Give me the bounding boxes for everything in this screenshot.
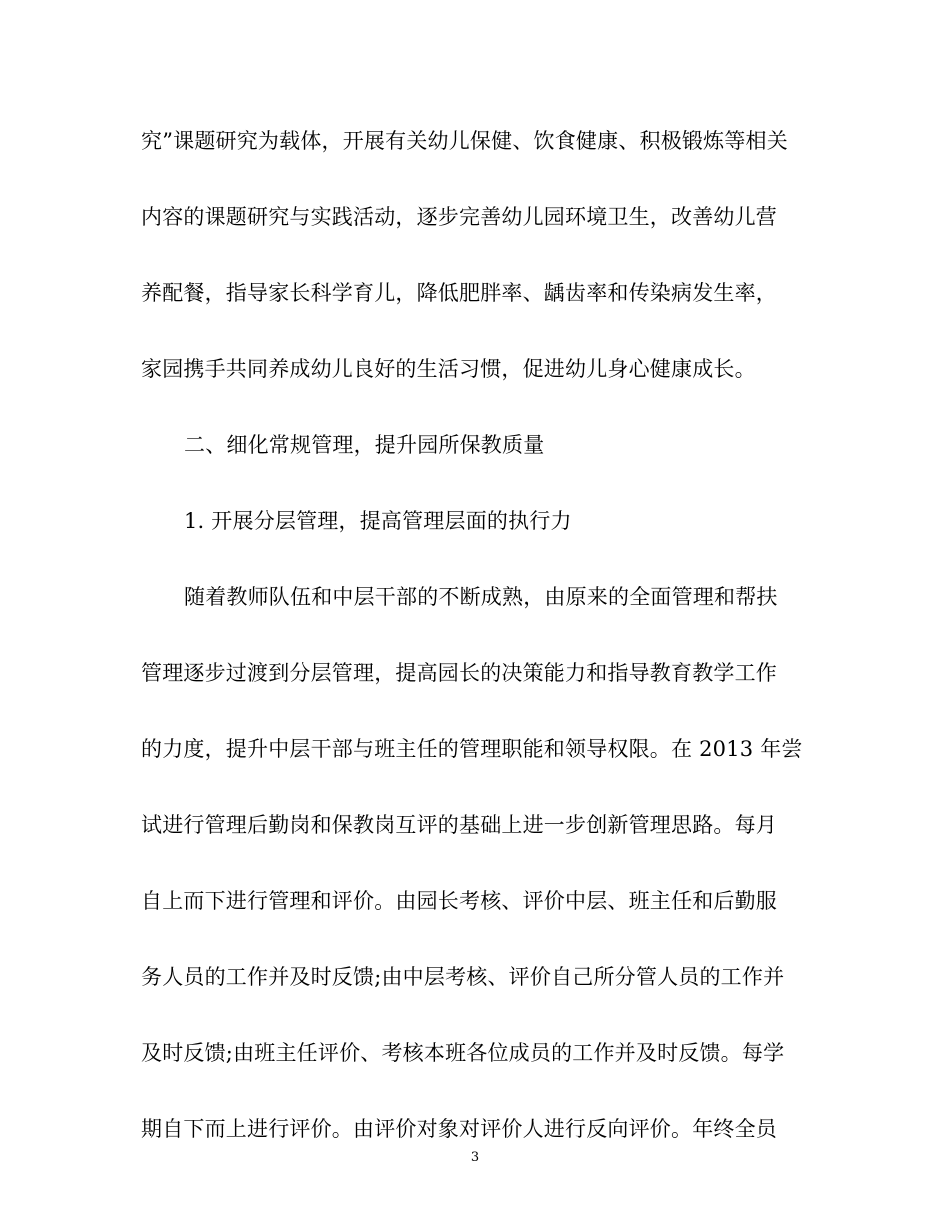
page-number: 3 — [470, 1150, 480, 1165]
body-text-line: 务人员的工作并及时反馈;由中层考核、评价自己所分管人员的工作并 — [141, 965, 785, 989]
body-text-line: 究”课题研究为载体，开展有关幼儿保健、饮食健康、积极锻炼等相关 — [141, 129, 788, 153]
body-text-line: 内容的课题研究与实践活动，逐步完善幼儿园环境卫生，改善幼儿营 — [141, 205, 777, 229]
body-text-line: 试进行管理后勤岗和保教岗互评的基础上进一步创新管理思路。每月 — [141, 813, 777, 837]
body-text-line: 随着教师队伍和中层干部的不断成熟，由原来的全面管理和帮扶 — [184, 585, 778, 609]
body-text-line: 管理逐步过渡到分层管理，提高园长的决策能力和指导教育教学工作 — [141, 661, 777, 685]
subsection-heading: 1. 开展分层管理，提高管理层面的执行力 — [184, 509, 572, 533]
body-text-line: 的力度，提升中层干部与班主任的管理职能和领导权限。在 2013 年尝 — [141, 737, 803, 761]
body-text-line: 养配餐，指导家长科学育儿，降低肥胖率、龋齿率和传染病发生率， — [141, 281, 777, 305]
body-text-line: 期自下而上进行评价。由评价对象对评价人进行反向评价。年终全员 — [141, 1117, 777, 1141]
body-text-line: 及时反馈;由班主任评价、考核本班各位成员的工作并及时反馈。每学 — [141, 1041, 785, 1065]
body-text-line: 家园携手共同养成幼儿良好的生活习惯，促进幼儿身心健康成长。 — [141, 357, 756, 381]
body-text-line: 自上而下进行管理和评价。由园长考核、评价中层、班主任和后勤服 — [141, 889, 777, 913]
section-heading: 二、细化常规管理，提升园所保教质量 — [184, 433, 545, 457]
